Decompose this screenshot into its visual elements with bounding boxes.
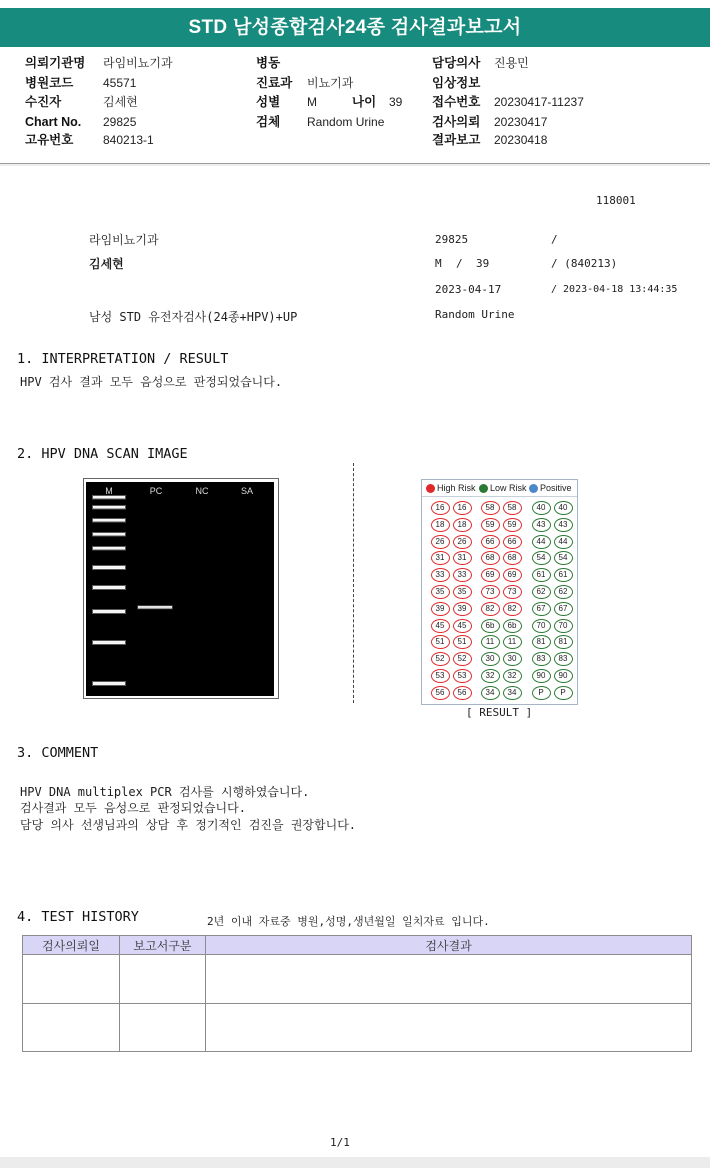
summary-specimen: Random Urine (435, 308, 515, 321)
summary-sex-age-separator: / (456, 257, 463, 270)
ladder-band (93, 533, 125, 536)
summary-report-datetime: / 2023-04-18 13:44:35 (551, 284, 678, 295)
hpv-type-oval: 52 (453, 652, 472, 666)
request-date-value: 20230417 (494, 115, 548, 129)
summary-age: 39 (476, 257, 490, 270)
gel-lane-label: SA (240, 486, 254, 496)
hpv-type-oval: 32 (481, 669, 500, 683)
hpv-type-oval: 58 (503, 501, 522, 515)
sex-label: 성별 (256, 95, 281, 109)
hpv-type-oval: P (554, 686, 573, 700)
hpv-type-oval: 30 (481, 652, 500, 666)
hpv-type-oval: 51 (431, 635, 450, 649)
hpv-type-oval: 56 (453, 686, 472, 700)
department-label: 진료과 (256, 76, 293, 90)
scan-divider (353, 463, 354, 703)
comment-line: HPV DNA multiplex PCR 검사를 시행하였습니다. (20, 785, 310, 799)
page-bottom-edge (0, 1157, 710, 1168)
summary-test-name: 남성 STD 유전자검사(24종+HPV)+UP (89, 310, 298, 324)
hpv-type-oval: 43 (532, 518, 551, 532)
history-cell (23, 1003, 120, 1052)
summary-sex: M (435, 257, 442, 270)
hpv-type-oval: 35 (431, 585, 450, 599)
hpv-type-oval: 16 (453, 501, 472, 515)
report-title-bar (0, 8, 710, 47)
patient-label: 수진자 (25, 95, 62, 109)
hpv-type-oval: 31 (453, 551, 472, 565)
hpv-type-oval: 6b (503, 619, 522, 633)
hpv-type-oval: 73 (503, 585, 522, 599)
report-date-value: 20230418 (494, 133, 548, 147)
hpv-type-oval: 54 (532, 551, 551, 565)
positive-control-band (138, 606, 172, 609)
history-column-header: 검사결과 (206, 936, 692, 955)
hpv-type-oval: 53 (453, 669, 472, 683)
accession-no-value: 20230417-11237 (494, 95, 584, 109)
section-history-heading: 4. TEST HISTORY (17, 909, 139, 925)
hpv-type-oval: 68 (481, 551, 500, 565)
hpv-type-oval: 39 (453, 602, 472, 616)
unique-no-value: 840213-1 (103, 133, 154, 147)
hpv-type-oval: 73 (481, 585, 500, 599)
summary-birth: / (840213) (551, 257, 618, 270)
sex-value: M (307, 95, 317, 109)
hpv-type-oval: 32 (503, 669, 522, 683)
hospital-code-label: 병원코드 (25, 76, 74, 90)
hpv-type-oval: 67 (532, 602, 551, 616)
legend-label-low-risk: Low Risk (490, 483, 527, 493)
age-label: 나이 (352, 95, 377, 109)
hospital-code-value: 45571 (103, 76, 137, 90)
page-number: 1/1 (330, 1136, 350, 1149)
report-title: STD 남성종합검사24종 검사결과보고서 (188, 17, 522, 38)
department-value: 비뇨기과 (307, 76, 354, 90)
hpv-type-oval: 34 (503, 686, 522, 700)
history-cell (120, 955, 206, 1004)
history-note: 2년 이내 자료중 병원,성명,생년월일 일치자료 입니다. (207, 915, 490, 928)
hpv-type-oval: 43 (554, 518, 573, 532)
ladder-band (93, 506, 125, 509)
hpv-type-oval: 39 (431, 602, 450, 616)
hpv-type-oval: 59 (503, 518, 522, 532)
hpv-type-oval: P (532, 686, 551, 700)
clinical-info-label: 임상정보 (432, 76, 481, 90)
hpv-type-oval: 44 (532, 535, 551, 549)
hpv-type-oval: 82 (481, 602, 500, 616)
hpv-type-oval: 45 (431, 619, 450, 633)
unique-no-label: 고유번호 (25, 133, 74, 147)
header-divider-shadow (0, 164, 710, 166)
section-comment-heading: 3. COMMENT (17, 745, 99, 761)
hpv-type-oval: 18 (431, 518, 450, 532)
hpv-type-oval: 52 (431, 652, 450, 666)
hpv-type-oval: 26 (431, 535, 450, 549)
hpv-type-oval: 66 (503, 535, 522, 549)
ladder-band (93, 682, 125, 685)
section-interpretation-heading: 1. INTERPRETATION / RESULT (17, 351, 229, 367)
high-risk-dot-icon (426, 484, 435, 493)
hpv-type-oval: 61 (532, 568, 551, 582)
hpv-type-oval: 67 (554, 602, 573, 616)
hpv-type-oval: 33 (431, 568, 450, 582)
summary-request-date: 2023-04-17 (435, 283, 502, 296)
physician-label: 담당의사 (432, 56, 481, 70)
legend-label-positive: Positive (540, 483, 572, 493)
comment-line: 검사결과 모두 음성으로 판정되었습니다. (20, 801, 246, 815)
gel-electrophoresis-image (83, 478, 279, 699)
hpv-type-oval: 81 (554, 635, 573, 649)
hpv-type-oval: 30 (503, 652, 522, 666)
hpv-type-oval: 69 (503, 568, 522, 582)
hpv-type-oval: 6b (481, 619, 500, 633)
hpv-type-oval: 45 (453, 619, 472, 633)
hpv-type-oval: 11 (503, 635, 522, 649)
hpv-type-oval: 90 (554, 669, 573, 683)
history-cell (120, 1003, 206, 1052)
hpv-type-oval: 56 (431, 686, 450, 700)
ladder-band (93, 641, 125, 644)
history-cell (23, 955, 120, 1004)
hpv-type-oval: 53 (431, 669, 450, 683)
history-row (23, 1003, 692, 1052)
legend-label-high-risk: High Risk (437, 483, 476, 493)
hpv-type-oval: 69 (481, 568, 500, 582)
summary-separator: / (551, 233, 558, 246)
ladder-band (93, 566, 125, 569)
hpv-type-oval: 40 (532, 501, 551, 515)
section-scan-heading: 2. HPV DNA SCAN IMAGE (17, 446, 188, 462)
hpv-type-oval: 81 (532, 635, 551, 649)
interpretation-text: HPV 검사 결과 모두 음성으로 판정되었습니다. (20, 375, 283, 389)
referring-institution-value: 라임비뇨기과 (103, 56, 173, 70)
summary-chart-no: 29825 (435, 233, 469, 246)
specimen-value: Random Urine (307, 115, 385, 129)
accession-no-label: 접수번호 (432, 95, 481, 109)
report-code: 118001 (596, 194, 636, 207)
test-history-table (22, 935, 692, 1052)
hpv-type-oval: 83 (532, 652, 551, 666)
specimen-label: 검체 (256, 115, 281, 129)
comment-line: 담당 의사 선생님과의 상담 후 정기적인 검진을 권장합니다. (20, 818, 357, 832)
chart-no-value: 29825 (103, 115, 137, 129)
hpv-type-oval: 70 (532, 619, 551, 633)
physician-value: 진용민 (494, 56, 529, 70)
hpv-type-oval: 70 (554, 619, 573, 633)
hpv-type-oval: 31 (431, 551, 450, 565)
report-date-label: 결과보고 (432, 133, 481, 147)
hpv-type-oval: 11 (481, 635, 500, 649)
hpv-type-oval: 40 (554, 501, 573, 515)
hpv-type-oval: 33 (453, 568, 472, 582)
ladder-band (93, 496, 125, 499)
request-date-label: 검사의뢰 (432, 115, 481, 129)
hpv-result-caption: [ RESULT ] (466, 706, 533, 719)
hpv-type-oval: 18 (453, 518, 472, 532)
hpv-type-oval: 35 (453, 585, 472, 599)
gel-lane-label: NC (195, 486, 209, 496)
ladder-band (93, 547, 125, 550)
hpv-type-oval: 26 (453, 535, 472, 549)
ward-label: 병동 (256, 56, 281, 70)
hpv-type-oval: 16 (431, 501, 450, 515)
gel-lane-label: M (105, 486, 113, 496)
history-column-header: 보고서구분 (120, 936, 206, 955)
low-risk-dot-icon (479, 484, 488, 493)
age-value: 39 (389, 95, 403, 109)
positive-dot-icon (529, 484, 538, 493)
hpv-type-oval: 51 (453, 635, 472, 649)
hpv-type-oval: 68 (503, 551, 522, 565)
ladder-band (93, 586, 125, 589)
hpv-type-oval: 61 (554, 568, 573, 582)
history-column-header: 검사의뢰일 (23, 936, 120, 955)
history-row (23, 955, 692, 1004)
summary-hospital: 라임비뇨기과 (89, 233, 159, 247)
hpv-type-oval: 34 (481, 686, 500, 700)
hpv-type-oval: 66 (481, 535, 500, 549)
summary-patient: 김세현 (89, 257, 124, 271)
ladder-band (93, 610, 125, 613)
ladder-band (93, 519, 125, 522)
hpv-type-oval: 82 (503, 602, 522, 616)
hpv-result-panel (421, 479, 578, 705)
history-cell (206, 955, 692, 1004)
hpv-type-oval: 90 (532, 669, 551, 683)
hpv-type-oval: 83 (554, 652, 573, 666)
chart-no-label: Chart No. (25, 115, 82, 129)
hpv-type-oval: 59 (481, 518, 500, 532)
gel-lane-label: PC (149, 486, 163, 496)
patient-value: 김세현 (103, 95, 138, 109)
hpv-type-oval: 58 (481, 501, 500, 515)
hpv-type-oval: 54 (554, 551, 573, 565)
hpv-type-oval: 62 (554, 585, 573, 599)
history-cell (206, 1003, 692, 1052)
hpv-legend (422, 480, 577, 497)
referring-institution-label: 의뢰기관명 (25, 56, 86, 70)
history-header-row (23, 936, 692, 955)
hpv-type-oval: 44 (554, 535, 573, 549)
hpv-type-oval: 62 (532, 585, 551, 599)
